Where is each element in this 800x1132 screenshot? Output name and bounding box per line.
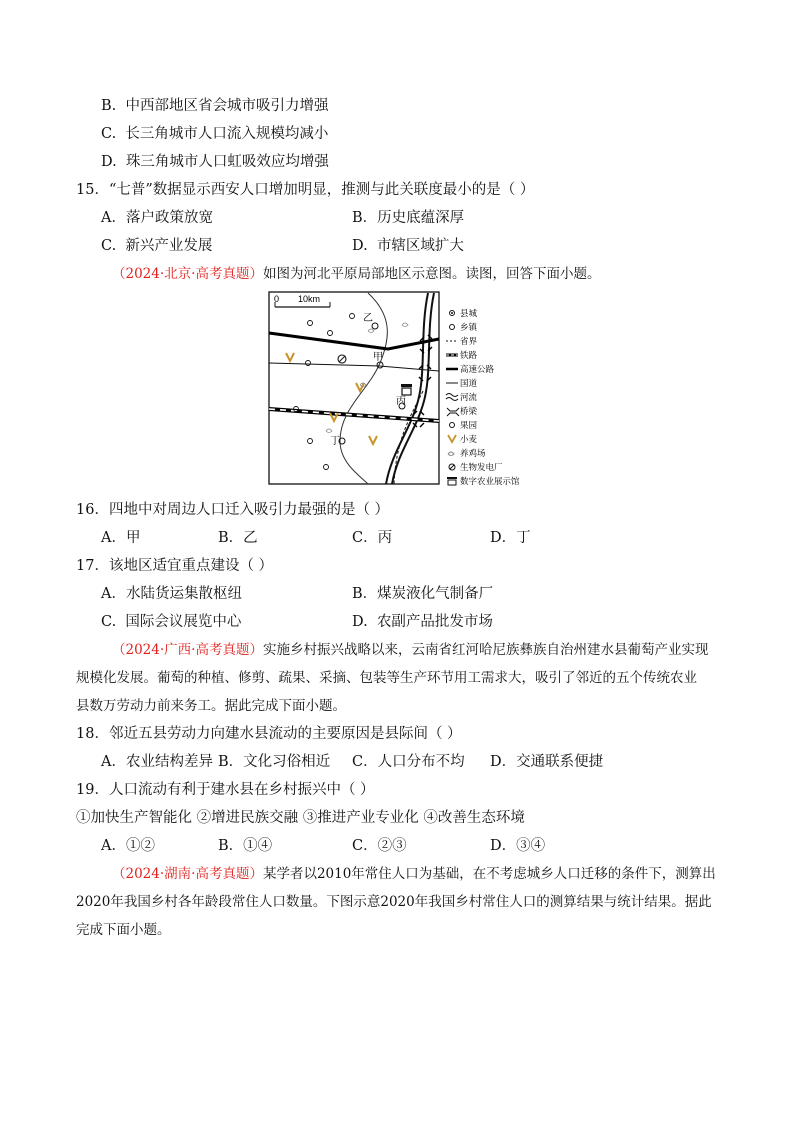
q15-option-a: A．落户政策放宽 bbox=[101, 210, 213, 226]
place-ding: 丁 bbox=[330, 436, 340, 447]
q17-option-c: C. 国际会议展览中心 bbox=[101, 614, 242, 630]
q19-option-d: D．③④ bbox=[490, 838, 546, 854]
road-horizontal bbox=[269, 363, 439, 371]
expressway bbox=[269, 333, 439, 349]
q19-stem: 19．人口流动有利于建水县在乡村振兴中（ ） bbox=[76, 782, 375, 798]
map-legend bbox=[446, 308, 520, 487]
town-icon bbox=[450, 325, 455, 330]
q18-stem: 18．邻近五县劳动力向建水县流动的主要原因是县际间（ ） bbox=[76, 726, 462, 742]
passage1-source: （2024·北京·高考真题） bbox=[112, 266, 263, 282]
passage3-line1: （2024·湖南·高考真题）某学者以2010年常住人口为基础，在不考虑城乡人口迁移的条件下，测算出 bbox=[112, 866, 716, 882]
digital-agri-hall bbox=[401, 384, 412, 395]
q14-option-c: C. 长三角城市人口流入规模均减小 bbox=[101, 126, 329, 142]
svg-text:乡镇: 乡镇 bbox=[460, 323, 478, 333]
svg-text:高速公路: 高速公路 bbox=[460, 365, 495, 375]
q16-option-b: B．乙 bbox=[218, 530, 258, 546]
q15-stem: 15．“七普”数据显示西安人口增加明显，推测与此关联度最小的是（ ） bbox=[76, 182, 535, 198]
scale-label: 10km bbox=[298, 294, 321, 304]
q18-option-a: A．农业结构差异 bbox=[101, 754, 213, 770]
q18-option-b: B．文化习俗相近 bbox=[218, 754, 331, 770]
q17-stem: 17．该地区适宜重点建设（ ） bbox=[76, 558, 274, 574]
svg-text:养鸡场: 养鸡场 bbox=[460, 449, 486, 459]
svg-text:国道: 国道 bbox=[460, 379, 478, 389]
q14-option-b: B. 中西部地区省会城市吸引力增强 bbox=[101, 98, 329, 114]
svg-text:桥梁: 桥梁 bbox=[460, 407, 478, 417]
svg-text:河流: 河流 bbox=[460, 393, 478, 403]
map-frame bbox=[269, 292, 439, 484]
place-yi: 乙 bbox=[363, 313, 373, 324]
scale-bar bbox=[274, 294, 330, 307]
q15-option-d: D. 市辖区域扩大 bbox=[352, 238, 464, 254]
chicken-farm-icon bbox=[448, 452, 454, 456]
q19-option-c: C．②③ bbox=[352, 838, 407, 854]
bridge-icon bbox=[447, 408, 459, 416]
svg-text:数字农业展示馆: 数字农业展示馆 bbox=[460, 477, 520, 487]
q16-option-c: C．丙 bbox=[352, 530, 393, 546]
q16-stem: 16．四地中对周边人口迁入吸引力最强的是（ ） bbox=[76, 502, 390, 518]
q17-option-b: B．煤炭液化气制备厂 bbox=[352, 586, 494, 602]
hebei-plain-map bbox=[268, 291, 530, 487]
passage3-line3: 完成下面小题。 bbox=[76, 922, 171, 938]
passage2-line2: 规模化发展。葡萄的种植、修剪、疏果、采摘、包装等生产环节用工需求大，吸引了邻近的五个传统农业 bbox=[76, 670, 697, 686]
q16-option-a: A．甲 bbox=[101, 530, 141, 546]
passage2-source: （2024·广西·高考真题） bbox=[112, 642, 263, 658]
passage2-line3: 县数万劳动力前来务工。据此完成下面小题。 bbox=[76, 698, 346, 714]
q15-option-b: B．历史底蕴深厚 bbox=[352, 210, 465, 226]
q19-option-a: A．①② bbox=[101, 838, 155, 854]
q14-option-d: D. 珠三角城市人口虹吸效应均增强 bbox=[101, 154, 329, 170]
q18-option-d: D．交通联系便捷 bbox=[490, 754, 604, 770]
passage2-line1: （2024·广西·高考真题）实施乡村振兴战略以来，云南省红河哈尼族彝族自治州建水县葡萄产业实现 bbox=[112, 642, 709, 658]
q17-option-d: D. 农副产品批发市场 bbox=[352, 614, 493, 630]
digital-agri-hall-icon bbox=[447, 477, 457, 479]
svg-text:铁路: 铁路 bbox=[460, 351, 478, 361]
svg-text:生物发电厂: 生物发电厂 bbox=[460, 463, 503, 473]
q19-option-b: B．①④ bbox=[218, 838, 273, 854]
svg-text:县城: 县城 bbox=[460, 309, 478, 319]
wheat-icon bbox=[448, 435, 456, 442]
svg-text:果园: 果园 bbox=[460, 421, 478, 431]
passage1: （2024·北京·高考真题）如图为河北平原局部地区示意图。读图，回答下面小题。 bbox=[112, 266, 601, 282]
passage3-source: （2024·湖南·高考真题） bbox=[112, 866, 263, 882]
river-icon bbox=[446, 394, 458, 401]
q18-option-c: C．人口分布不均 bbox=[352, 754, 465, 770]
place-jia: 甲 bbox=[373, 352, 383, 363]
svg-text:省界: 省界 bbox=[460, 337, 478, 347]
q15-option-c: C. 新兴产业发展 bbox=[101, 238, 213, 254]
orchard-icon bbox=[450, 423, 455, 428]
svg-text:小麦: 小麦 bbox=[460, 435, 478, 445]
q16-option-d: D．丁 bbox=[490, 530, 531, 546]
place-bing: 丙 bbox=[396, 396, 406, 407]
q19-items: ①加快生产智能化 ②增进民族交融 ③推进产业专业化 ④改善生态环境 bbox=[76, 810, 525, 826]
q17-option-a: A．水陆货运集散枢纽 bbox=[101, 586, 242, 602]
scale-zero: 0 bbox=[274, 294, 280, 304]
passage3-line2: 2020年我国乡村各年龄段常住人口数量。下图示意2020年我国乡村常住人口的测算结果与统计结果。据此 bbox=[76, 894, 712, 910]
